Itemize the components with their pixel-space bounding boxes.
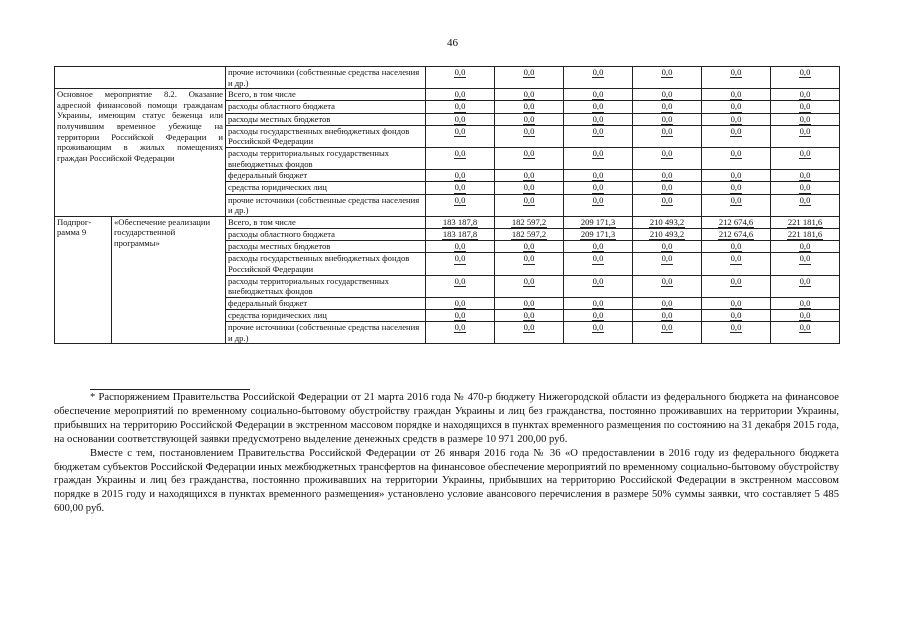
funding-source-cell: федеральный бюджет — [226, 170, 426, 182]
value-cell: 0,0 — [771, 101, 840, 113]
value-cell: 0,0 — [564, 67, 633, 89]
funding-source-cell: Всего, в том числе — [226, 216, 426, 228]
value-cell: 0,0 — [426, 322, 495, 344]
funding-source-cell: расходы местных бюджетов — [226, 241, 426, 253]
value-cell: 0,0 — [426, 113, 495, 125]
value-cell: 0,0 — [426, 89, 495, 101]
notes-block — [54, 391, 839, 516]
value-cell: 0,0 — [702, 241, 771, 253]
subprogram-code-cell: Подпрог- рамма 9 — [55, 216, 112, 344]
value-cell: 0,0 — [426, 194, 495, 216]
value-cell: 0,0 — [702, 101, 771, 113]
funding-source-cell: расходы территориальных государственных внебюджетных фондов — [226, 275, 426, 297]
value-cell: 0,0 — [633, 241, 702, 253]
page-number: 46 — [447, 37, 458, 49]
value-cell: 0,0 — [564, 194, 633, 216]
budget-table — [54, 66, 840, 344]
value-cell: 0,0 — [633, 101, 702, 113]
subprogram-title-cell: «Обеспечение реализации государственной программы» — [112, 216, 226, 344]
value-cell: 0,0 — [771, 182, 840, 194]
value-cell: 0,0 — [771, 275, 840, 297]
value-cell: 0,0 — [495, 275, 564, 297]
value-cell: 0,0 — [702, 147, 771, 169]
value-cell: 0,0 — [564, 297, 633, 309]
value-cell: 0,0 — [702, 309, 771, 321]
value-cell: 0,0 — [495, 101, 564, 113]
value-cell: 0,0 — [633, 322, 702, 344]
value-cell: 0,0 — [426, 297, 495, 309]
value-cell: 0,0 — [633, 113, 702, 125]
table-row — [55, 67, 840, 89]
value-cell: 0,0 — [771, 253, 840, 275]
value-cell: 0,0 — [564, 147, 633, 169]
value-cell: 0,0 — [426, 170, 495, 182]
value-cell: 0,0 — [495, 241, 564, 253]
value-cell: 0,0 — [633, 275, 702, 297]
funding-source-cell: прочие источники (собственные средства населения и др.) — [226, 194, 426, 216]
funding-source-cell: прочие источники (собственные средства населения и др.) — [226, 67, 426, 89]
value-cell: 0,0 — [633, 170, 702, 182]
value-cell: 0,0 — [426, 182, 495, 194]
value-cell: 0,0 — [564, 322, 633, 344]
value-cell: 0,0 — [564, 170, 633, 182]
value-cell: 0,0 — [495, 322, 564, 344]
value-cell: 0,0 — [564, 182, 633, 194]
value-cell: 0,0 — [702, 253, 771, 275]
value-cell: 221 181,6 — [771, 216, 840, 228]
value-cell: 182 597,2 — [495, 228, 564, 240]
value-cell: 0,0 — [771, 297, 840, 309]
value-cell: 0,0 — [702, 125, 771, 147]
value-cell: 212 674,6 — [702, 228, 771, 240]
value-cell: 0,0 — [771, 125, 840, 147]
value-cell: 0,0 — [495, 113, 564, 125]
value-cell: 0,0 — [633, 147, 702, 169]
value-cell: 0,0 — [702, 194, 771, 216]
value-cell: 0,0 — [633, 125, 702, 147]
value-cell: 183 187,8 — [426, 228, 495, 240]
value-cell: 0,0 — [702, 89, 771, 101]
funding-source-cell: расходы государственных внебюджетных фондов Российской Федерации — [226, 253, 426, 275]
value-cell: 183 187,8 — [426, 216, 495, 228]
value-cell: 0,0 — [702, 113, 771, 125]
value-cell: 0,0 — [702, 182, 771, 194]
value-cell: 0,0 — [702, 275, 771, 297]
value-cell: 0,0 — [495, 89, 564, 101]
value-cell: 221 181,6 — [771, 228, 840, 240]
value-cell: 0,0 — [771, 309, 840, 321]
value-cell: 0,0 — [771, 147, 840, 169]
empty-cell — [55, 67, 226, 89]
value-cell: 0,0 — [564, 125, 633, 147]
value-cell: 0,0 — [426, 125, 495, 147]
value-cell: 210 493,2 — [633, 216, 702, 228]
value-cell: 0,0 — [771, 170, 840, 182]
value-cell: 0,0 — [495, 125, 564, 147]
funding-source-cell: Всего, в том числе — [226, 89, 426, 101]
funding-source-cell: прочие источники (собственные средства населения и др.) — [226, 322, 426, 344]
value-cell: 0,0 — [564, 309, 633, 321]
value-cell: 209 171,3 — [564, 228, 633, 240]
body-paragraph: Вместе с тем, постановлением Правительства Российской Федерации от 26 января 2016 года № 36 «О предоставлении в 2016 году из федерального бюджета бюджетам субъектов Российской Федерации иных межбюджетных трансфертов на финансовое обеспечение мероприятий по временному социально-бытовому обустройству граждан Украины и лиц без гражданства, постоянно проживавших на территории Украины, прибывших на территорию Российской Федерации в экстренном массовом порядке в 2015 году и находящихся в пунктах временного размещения» установлено условие авансового перечисления в размере 50% суммы заявки, что составляет 5 485 600,00 руб. — [54, 447, 839, 515]
value-cell: 182 597,2 — [495, 216, 564, 228]
footnote-text: * Распоряжением Правительства Российской Федерации от 21 марта 2016 года № 470-р бюджету Нижегородской области из федерального бюджета на финансовое обеспечение мероприятий по временному социально-бытовому обустройству граждан Украины и лиц без гражданства, постоянно проживавших на территории Украины, прибывших на территорию Российской Федерации в экстренном массовом порядке и находящихся в пунктах временного размещения по состоянию на 31 декабря 2015 года, на основании соответствующей заявки предусмотрено выделение денежных средств в размере 10 971 200,00 руб. — [54, 392, 839, 445]
value-cell: 0,0 — [426, 147, 495, 169]
value-cell: 0,0 — [702, 67, 771, 89]
funding-source-cell: расходы местных бюджетов — [226, 113, 426, 125]
value-cell: 212 674,6 — [702, 216, 771, 228]
value-cell: 0,0 — [495, 253, 564, 275]
funding-source-cell: средства юридических лиц — [226, 309, 426, 321]
value-cell: 0,0 — [771, 67, 840, 89]
funding-source-cell: расходы областного бюджета — [226, 228, 426, 240]
value-cell: 0,0 — [495, 182, 564, 194]
measure-title-cell: Основное мероприятие 8.2. Оказание адресной финансовой помощи гражданам Украины, имеющим статус беженца или получившим временное убежище на территории Российской Федерации и проживающим в жилых помещениях граждан Российской Федерации — [55, 89, 226, 217]
value-cell: 0,0 — [495, 67, 564, 89]
value-cell: 0,0 — [564, 253, 633, 275]
value-cell: 0,0 — [564, 241, 633, 253]
value-cell: 0,0 — [426, 67, 495, 89]
value-cell: 0,0 — [702, 297, 771, 309]
value-cell: 0,0 — [633, 182, 702, 194]
value-cell: 0,0 — [702, 322, 771, 344]
value-cell: 210 493,2 — [633, 228, 702, 240]
value-cell: 0,0 — [495, 147, 564, 169]
funding-source-cell: средства юридических лиц — [226, 182, 426, 194]
value-cell: 0,0 — [564, 89, 633, 101]
value-cell: 0,0 — [771, 322, 840, 344]
value-cell: 0,0 — [564, 113, 633, 125]
footnote-separator — [90, 389, 250, 390]
funding-source-cell: расходы областного бюджета — [226, 101, 426, 113]
table-row — [55, 89, 840, 101]
value-cell: 0,0 — [771, 89, 840, 101]
funding-source-cell: федеральный бюджет — [226, 297, 426, 309]
value-cell: 0,0 — [771, 194, 840, 216]
value-cell: 0,0 — [426, 101, 495, 113]
value-cell: 0,0 — [633, 89, 702, 101]
value-cell: 0,0 — [495, 309, 564, 321]
value-cell: 0,0 — [495, 170, 564, 182]
value-cell: 0,0 — [426, 309, 495, 321]
value-cell: 0,0 — [495, 297, 564, 309]
value-cell: 0,0 — [633, 253, 702, 275]
value-cell: 0,0 — [771, 113, 840, 125]
value-cell: 0,0 — [771, 241, 840, 253]
value-cell: 0,0 — [426, 253, 495, 275]
value-cell: 0,0 — [633, 309, 702, 321]
value-cell: 0,0 — [426, 241, 495, 253]
budget-table-body — [55, 67, 840, 344]
value-cell: 0,0 — [633, 67, 702, 89]
value-cell: 0,0 — [426, 275, 495, 297]
value-cell: 0,0 — [564, 101, 633, 113]
value-cell: 0,0 — [633, 297, 702, 309]
funding-source-cell: расходы государственных внебюджетных фондов Российской Федерации — [226, 125, 426, 147]
funding-source-cell: расходы территориальных государственных внебюджетных фондов — [226, 147, 426, 169]
value-cell: 0,0 — [564, 275, 633, 297]
value-cell: 209 171,3 — [564, 216, 633, 228]
value-cell: 0,0 — [702, 170, 771, 182]
value-cell: 0,0 — [633, 194, 702, 216]
value-cell: 0,0 — [495, 194, 564, 216]
table-row — [55, 216, 840, 228]
